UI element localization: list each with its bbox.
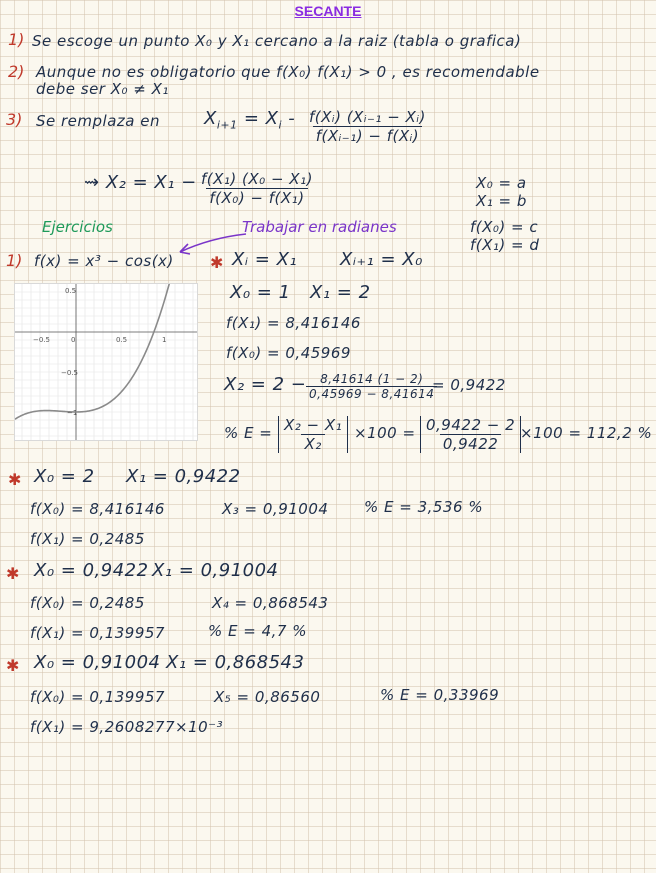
secant-denominator: f(Xᵢ₋₁) − f(Xᵢ) <box>313 126 422 145</box>
iter0-error-denominator2: 0,9422 <box>440 434 502 453</box>
iter0-error-result: ×100 = 112,2 % <box>520 424 653 442</box>
x2-numerator: f(X₁) (X₀ − X₁) <box>201 170 313 188</box>
iter0-x1: X₁ = 2 <box>310 282 371 303</box>
iter1-x0: X₀ = 2 <box>34 466 95 487</box>
iter0-x2-lhs: X₂ = 2 − <box>224 374 307 395</box>
exercise-star-icon: ✱ <box>210 253 224 272</box>
step-2-number: 2) <box>8 62 25 81</box>
iter2-error: % E = 4,7 % <box>208 622 307 640</box>
iter0-error-abs2 <box>420 416 521 453</box>
x-tick-zero: 0 <box>71 336 76 344</box>
iter0-error-mid: ×100 = <box>354 424 416 442</box>
legend-d: f(X₁) = d <box>470 236 540 254</box>
iter2-fx0: f(X₀) = 0,2485 <box>30 594 145 612</box>
formula-lhs-sub: i+1 <box>216 118 238 132</box>
iter3-xn: X₅ = 0,86560 <box>214 688 321 706</box>
iter0-x2-result: = 0,9422 <box>432 376 506 394</box>
legend-c: f(X₀) = c <box>470 218 539 236</box>
legend-b: X₁ = b <box>476 192 527 210</box>
iter1-fx0: f(X₀) = 8,416146 <box>30 500 165 518</box>
iter0-fx1: f(X₁) = 8,416146 <box>226 314 361 332</box>
iter3-error: % E = 0,33969 <box>380 686 500 704</box>
iter0-fx0: f(X₀) = 0,45969 <box>226 344 351 362</box>
iter3-x0: X₀ = 0,91004 <box>34 652 161 673</box>
iter2-x1: X₁ = 0,91004 <box>152 560 279 581</box>
iter0-x0: X₀ = 1 <box>230 282 291 303</box>
iter1-star-icon: ✱ <box>8 470 22 489</box>
assign-xi: Xᵢ = X₁ <box>232 249 298 270</box>
step-2-line1: Aunque no es obligatorio que f(X₀) f(X₁) > 0 , es recomendable <box>36 63 540 81</box>
step-1-number: 1) <box>8 30 25 49</box>
iter0-error-lhs: % E = <box>224 424 273 442</box>
iter2-star-icon: ✱ <box>6 564 20 583</box>
x2-formula <box>84 172 197 193</box>
legend-a: X₀ = a <box>476 174 527 192</box>
iter0-error-denominator: X₂ <box>301 434 324 453</box>
y-tick-half: 0.5 <box>65 287 77 295</box>
secant-numerator: f(Xᵢ) (Xᵢ₋₁ − Xᵢ) <box>309 108 426 126</box>
formula-minus: - <box>288 108 296 129</box>
exercise-function: f(x) = x³ − cos(x) <box>34 252 174 270</box>
iter3-fx0: f(X₀) = 0,139957 <box>30 688 165 706</box>
formula-eq: = X <box>243 108 279 129</box>
iter3-fx1: f(X₁) = 9,2608277×10⁻³ <box>30 718 224 736</box>
iter1-fx1: f(X₁) = 0,2485 <box>30 530 145 548</box>
radianes-note: Trabajar en radianes <box>242 218 397 236</box>
step-3-number: 3) <box>6 110 23 129</box>
iter0-error-numerator2: 0,9422 − 2 <box>426 416 516 434</box>
step-3-lead: Se remplaza en <box>36 112 160 130</box>
iter2-x0: X₀ = 0,9422 <box>34 560 149 581</box>
y-tick-neg-half: −0.5 <box>61 369 78 377</box>
x2-denominator: f(X₀) − f(X₁) <box>206 188 307 207</box>
iter0-x2-denominator: 0,45969 − 8,41614 <box>306 386 437 401</box>
x2-arrow: ⇝ <box>84 172 100 193</box>
x-tick-one: 1 <box>162 336 167 344</box>
iter0-error-numerator: X₂ − X₁ <box>284 416 343 434</box>
function-plot <box>14 283 198 441</box>
x2-fraction <box>198 170 316 207</box>
formula-lhs: X <box>204 108 217 129</box>
step-1-text: Se escoge un punto X₀ y X₁ cercano a la raiz (tabla o grafica) <box>32 32 522 50</box>
iter2-xn: X₄ = 0,868543 <box>212 594 329 612</box>
iter0-x2-fraction <box>306 372 437 401</box>
iter3-star-icon: ✱ <box>6 656 20 675</box>
iter1-x1: X₁ = 0,9422 <box>126 466 241 487</box>
formula-eq-sub: i <box>278 118 283 132</box>
x2-lhs: X₂ = X₁ − <box>105 172 197 193</box>
step-2-line2: debe ser X₀ ≠ X₁ <box>36 80 169 98</box>
x-tick-half: 0.5 <box>116 336 128 344</box>
y-tick-neg-one: −1 <box>67 409 78 417</box>
iter1-xn: X₃ = 0,91004 <box>222 500 329 518</box>
secant-fraction <box>306 108 429 145</box>
page-title: SECANTE <box>294 3 362 19</box>
iter1-error: % E = 3,536 % <box>364 498 484 516</box>
ejercicios-heading: Ejercicios <box>42 218 113 236</box>
iter0-x2-numerator: 8,41614 (1 − 2) <box>320 372 424 386</box>
iter3-x1: X₁ = 0,868543 <box>166 652 305 673</box>
iter0-error-abs1 <box>278 416 348 453</box>
assign-xi1: Xᵢ₊₁ = X₀ <box>340 249 423 270</box>
iter2-fx1: f(X₁) = 0,139957 <box>30 624 165 642</box>
secant-formula <box>204 108 295 132</box>
exercise-number: 1) <box>6 251 23 270</box>
function-curve <box>15 284 170 419</box>
x-tick-neg-half: −0.5 <box>33 336 50 344</box>
